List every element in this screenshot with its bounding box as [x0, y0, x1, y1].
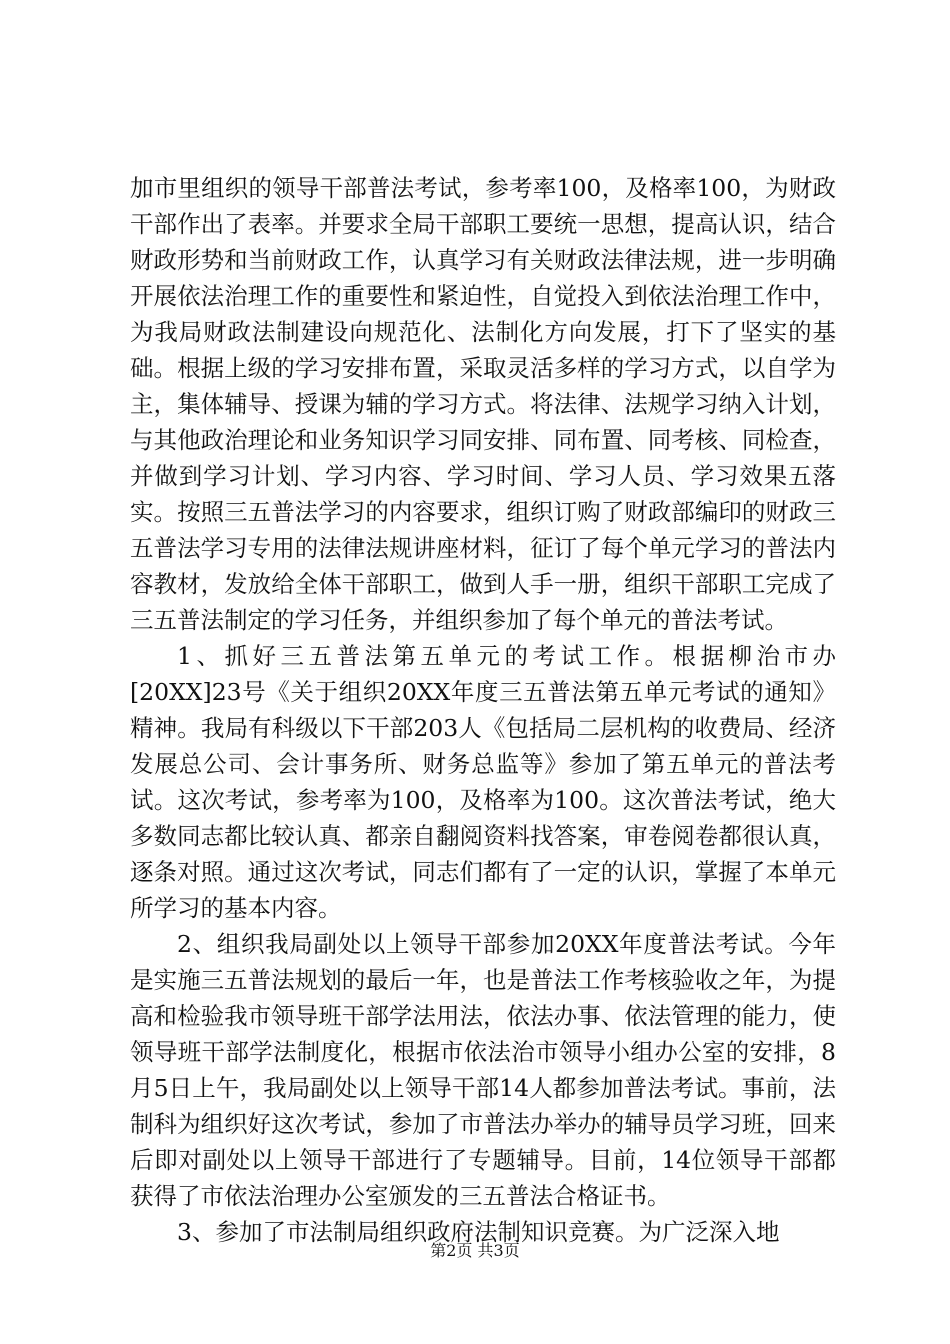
paragraph-item-3: 3、参加了市法制局组织政府法制知识竞赛。为广泛深入地	[177, 1218, 780, 1246]
paragraph-continued: 加市里组织的领导干部普法考试，参考率100，及格率100，为财政干部作出了表率。并要求全局干部职工要统一思想，提高认识，结合财政形势和当前财政工作，认真学习有关财政法律法规，进一步明确开展依法治理工作的重要性和紧迫性，自觉投入到依法治理工作中，为我局财政法制建设向规范化、法制化方向发展，打下了坚实的基础。根据上级的学习安排布置，采取灵活多样的学习方式，以自学为主，集体辅导、授课为辅的学习方式。将法律、法规学习纳入计划，与其他政治理论和业务知识学习同安排、同布置、同考核、同检查，并做到学习计划、学习内容、学习时间、学习人员、学习效果五落实。按照三五普法学习的内容要求，组织订购了财政部编印的财政三五普法学习专用的法律法规讲座材料，征订了每个单元学习的普法内容教材，发放给全体干部职工，做到人手一册，组织干部职工完成了三五普法制定的学习任务，并组织参加了每个单元的普法考试。	[130, 174, 836, 634]
document-body	[130, 170, 836, 1250]
paragraph-item-1: 1、抓好三五普法第五单元的考试工作。根据柳治市办[20XX]23号《关于组织20XX年度三五普法第五单元考试的通知》精神。我局有科级以下干部203人《包括局二层机构的收费局、经济发展总公司、会计事务所、财务总监等》参加了第五单元的普法考试。这次考试，参考率为100，及格率为100。这次普法考试，绝大多数同志都比较认真、都亲自翻阅资料找答案，审卷阅卷都很认真，逐条对照。通过这次考试，同志们都有了一定的认识，掌握了本单元所学习的基本内容。	[130, 642, 836, 922]
paragraph-item-2: 2、组织我局副处以上领导干部参加20XX年度普法考试。今年是实施三五普法规划的最后一年，也是普法工作考核验收之年，为提高和检验我市领导班干部学法用法，依法办事、依法管理的能力，使领导班干部学法制度化，根据市依法治市领导小组办公室的安排，8月5日上午，我局副处以上领导干部14人都参加普法考试。事前，法制科为组织好这次考试，参加了市普法办举办的辅导员学习班，回来后即对副处以上领导干部进行了专题辅导。目前，14位领导干部都获得了市依法治理办公室颁发的三五普法合格证书。	[130, 930, 836, 1210]
page-footer: 第2页 共3页	[430, 1241, 520, 1260]
